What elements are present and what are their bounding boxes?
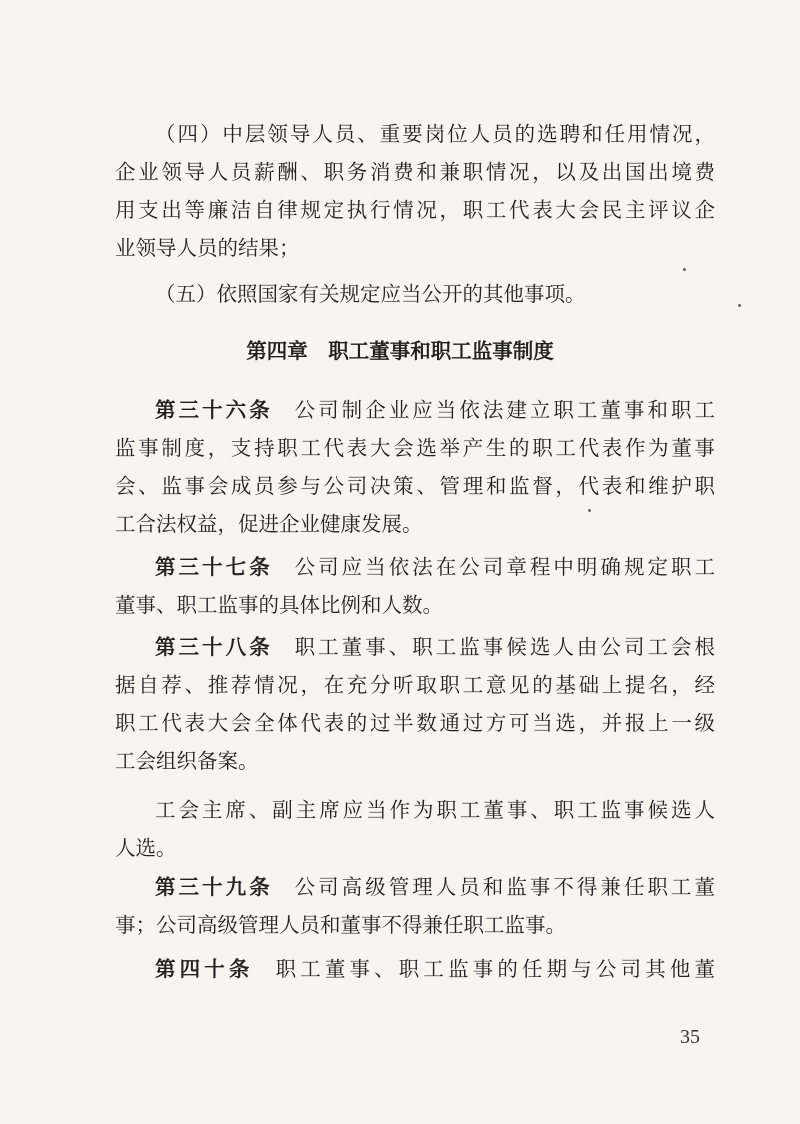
article-38-title: 第三十八条 <box>155 635 273 659</box>
chapter-heading: 第四章 职工董事和职工监事制度 <box>246 339 554 363</box>
article-36-text: 公司制企业应当依法建立职工董事和职工 <box>294 398 716 422</box>
article-36-line-2: 监事制度，支持职工代表大会选举产生的职工代表作为董事 <box>115 436 715 460</box>
scan-speck <box>588 509 591 512</box>
article-39-title: 第三十九条 <box>155 875 273 899</box>
article-36-line-3: 会、监事会成员参与公司决策、管理和监督，代表和维护职 <box>115 474 715 498</box>
article-37-line-1 <box>155 554 715 580</box>
article-40-text: 职工董事、职工监事的任期与公司其他董 <box>275 957 716 981</box>
article-38-line-1 <box>155 634 715 660</box>
article-38-line-3: 职工代表大会全体代表的过半数通过方可当选，并报上一级 <box>115 711 715 735</box>
article-36-line-4: 工合法权益，促进企业健康发展。 <box>115 512 423 536</box>
article-38-para2-line-2: 人选。 <box>115 836 177 860</box>
article-37-text: 公司应当依法在公司章程中明确规定职工 <box>294 555 716 579</box>
page-number: 35 <box>680 1026 700 1048</box>
article-39-line-2: 事；公司高级管理人员和董事不得兼任职工监事。 <box>115 913 566 937</box>
article-39-text: 公司高级管理人员和监事不得兼任职工董 <box>294 875 716 899</box>
paragraph-4-line-2: 企业领导人员薪酬、职务消费和兼职情况，以及出国出境费 <box>115 160 715 184</box>
article-36-line-1 <box>155 397 715 423</box>
paragraph-4-line-3: 用支出等廉洁自律规定执行情况，职工代表大会民主评议企 <box>115 198 715 222</box>
article-40-title: 第四十条 <box>155 957 254 981</box>
scan-speck <box>683 268 686 271</box>
article-37-line-2: 董事、职工监事的具体比例和人数。 <box>115 593 443 617</box>
article-40-line-1 <box>155 956 715 982</box>
paragraph-4-line-1: （四）中层领导人员、重要岗位人员的选聘和任用情况， <box>155 122 715 146</box>
article-39-line-1 <box>155 874 715 900</box>
article-36-title: 第三十六条 <box>155 398 273 422</box>
article-38-line-4: 工会组织备案。 <box>115 749 259 773</box>
article-38-para2-line-1: 工会主席、副主席应当作为职工董事、职工监事候选人 <box>155 798 715 822</box>
scan-speck <box>738 304 741 307</box>
paragraph-4-line-4: 业领导人员的结果； <box>115 236 300 260</box>
article-38-line-2: 据自荐、推荐情况，在充分听取职工意见的基础上提名，经 <box>115 673 715 697</box>
article-38-text: 职工董事、职工监事候选人由公司工会根 <box>294 635 716 659</box>
paragraph-5: （五）依照国家有关规定应当公开的其他事项。 <box>155 282 586 306</box>
article-37-title: 第三十七条 <box>155 555 273 579</box>
